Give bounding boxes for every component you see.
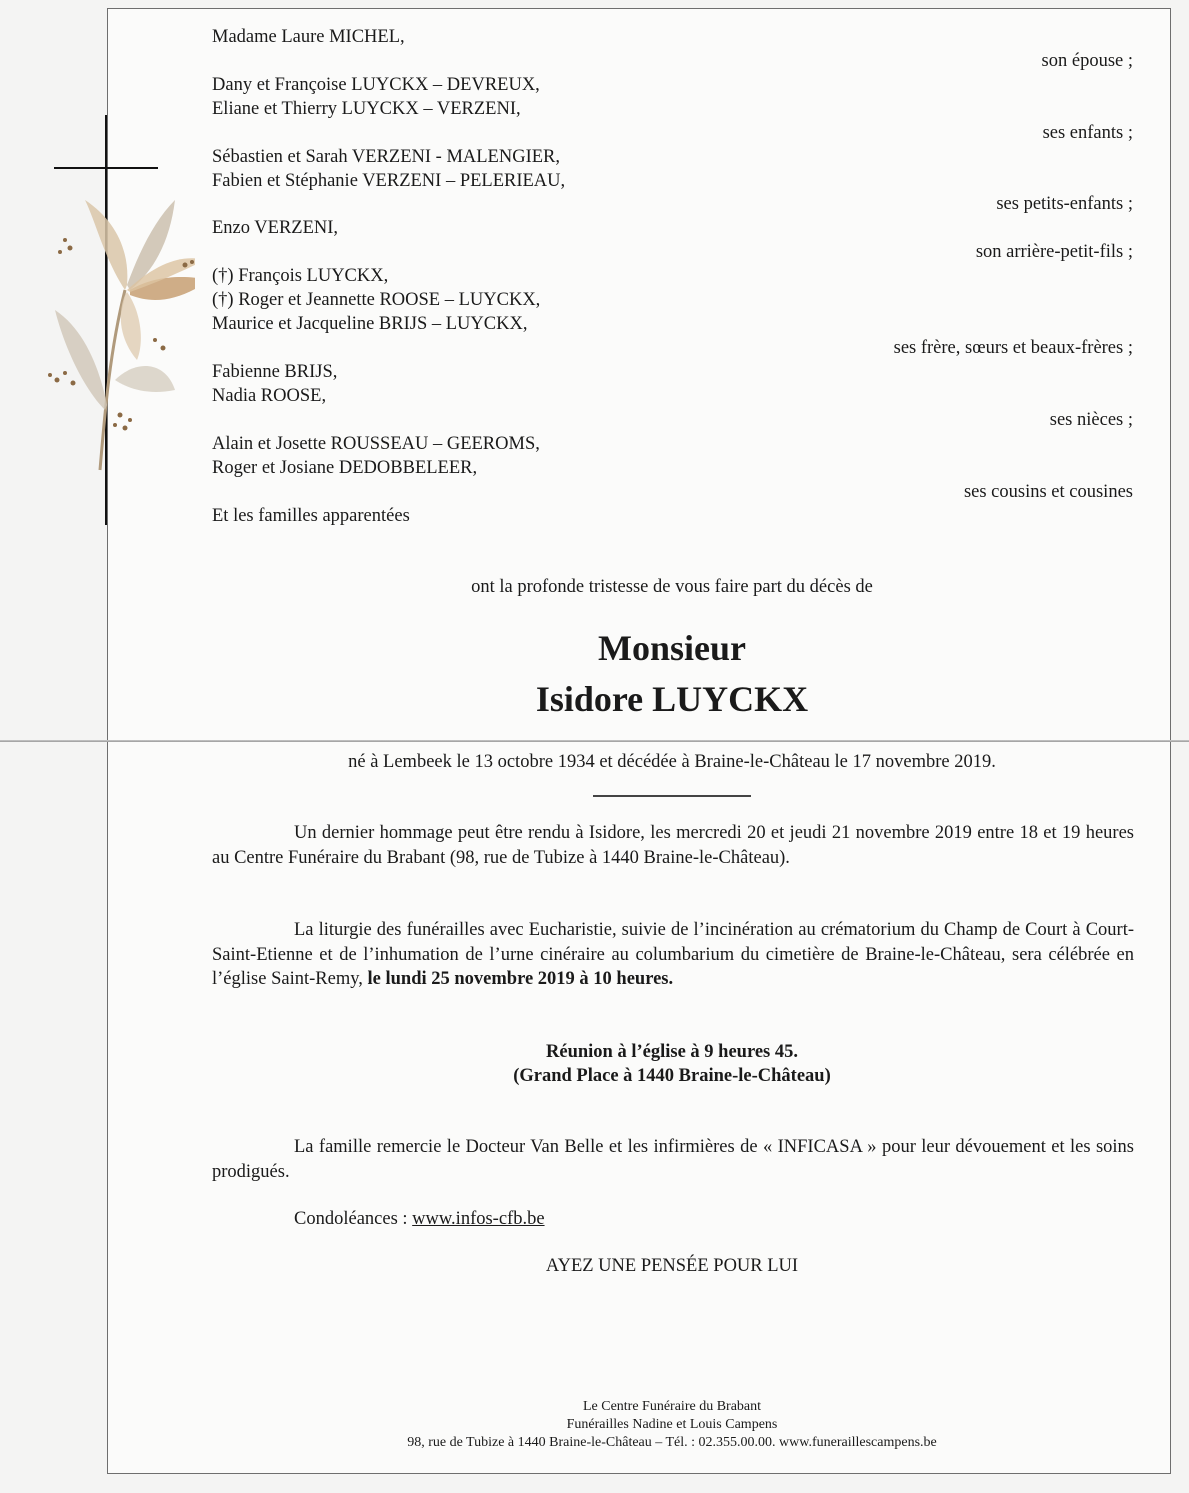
announcement-intro: ont la profonde tristesse de vous faire part du décès de xyxy=(471,577,873,597)
cross-icon-bar xyxy=(54,167,158,169)
family-name: Madame Laure MICHEL, xyxy=(212,27,405,47)
relation-label: son épouse ; xyxy=(1041,51,1133,71)
family-name: Alain et Josette ROUSSEAU – GEEROMS, xyxy=(212,434,540,454)
motto: AYEZ UNE PENSÉE POUR LUI xyxy=(545,1256,799,1276)
relation-label: ses cousins et cousines xyxy=(963,482,1133,502)
lily-flower-icon xyxy=(45,180,195,480)
family-name: Eliane et Thierry LUYCKX – VERZENI, xyxy=(212,99,521,119)
separator-line xyxy=(593,795,751,797)
condolences-link[interactable]: www.infos-cfb.be xyxy=(412,1209,545,1229)
liturgy-paragraph xyxy=(212,918,1134,992)
condolences-label: Condoléances : xyxy=(294,1209,408,1229)
relation-label: son arrière-petit-fils ; xyxy=(975,242,1133,262)
family-name: (†) Roger et Jeannette ROOSE – LUYCKX, xyxy=(212,290,541,310)
family-name: Maurice et Jacqueline BRIJS – LUYCKX, xyxy=(212,314,528,334)
fold-line xyxy=(0,740,1189,742)
tribute-text: Un dernier hommage peut être rendu à Isidore, les mercredi 20 et jeudi 21 novembre 2019 entre 18 et 19 heures au Centre Funéraire du Brabant (98, rue de Tubize à 1440 Braine-le-Château). xyxy=(212,823,1134,868)
deceased-name: Isidore LUYCKX xyxy=(535,679,809,719)
family-name: Nadia ROOSE, xyxy=(212,386,327,406)
liturgy-datetime: le lundi 25 novembre 2019 à 10 heures. xyxy=(367,969,674,989)
thanks-text: La famille remercie le Docteur Van Belle et les infirmières de « INFICASA » pour leur dévouement et les soins prodigués. xyxy=(212,1137,1134,1182)
meeting-place: (Grand Place à 1440 Braine-le-Château) xyxy=(513,1066,831,1086)
tribute-paragraph xyxy=(212,821,1134,870)
family-name: Fabienne BRIJS, xyxy=(212,362,338,382)
condolences-line xyxy=(294,1207,545,1231)
relation-label: ses nièces ; xyxy=(1049,410,1133,430)
family-name: Enzo VERZENI, xyxy=(212,218,339,238)
birth-death-dates: né à Lembeek le 13 octobre 1934 et décédée à Braine-le-Château le 17 novembre 2019. xyxy=(348,752,996,772)
family-name: Roger et Josiane DEDOBBELEER, xyxy=(212,458,478,478)
family-name: Sébastien et Sarah VERZENI - MALENGIER, xyxy=(212,147,561,167)
family-name: Fabien et Stéphanie VERZENI – PELERIEAU, xyxy=(212,171,566,191)
footer-line-1: Le Centre Funéraire du Brabant xyxy=(582,1399,762,1414)
meeting-time: Réunion à l’église à 9 heures 45. xyxy=(546,1042,798,1062)
relation-label: ses frère, sœurs et beaux-frères ; xyxy=(893,338,1133,358)
footer-line-2: Funérailles Nadine et Louis Campens xyxy=(566,1417,778,1432)
liturgy-text: La liturgie des funérailles avec Eucharistie, suivie de l’incinération au crématorium du Champ de Court à Court-Saint-Etienne et de l’inhumation de l’urne cinéraire au columbarium du cimetière de Braine-le-Château, sera célébrée en l’église Saint-Remy, xyxy=(212,920,1134,989)
family-closing: Et les familles apparentées xyxy=(212,506,410,526)
family-name: (†) François LUYCKX, xyxy=(212,266,389,286)
relation-label: ses enfants ; xyxy=(1042,123,1133,143)
relation-label: ses petits-enfants ; xyxy=(996,194,1133,214)
footer-line-3: 98, rue de Tubize à 1440 Braine-le-Château – Tél. : 02.355.00.00. www.funeraillescampens.be xyxy=(407,1435,937,1450)
deceased-title: Monsieur xyxy=(598,628,746,668)
thanks-paragraph xyxy=(212,1135,1134,1184)
family-name: Dany et Françoise LUYCKX – DEVREUX, xyxy=(212,75,540,95)
